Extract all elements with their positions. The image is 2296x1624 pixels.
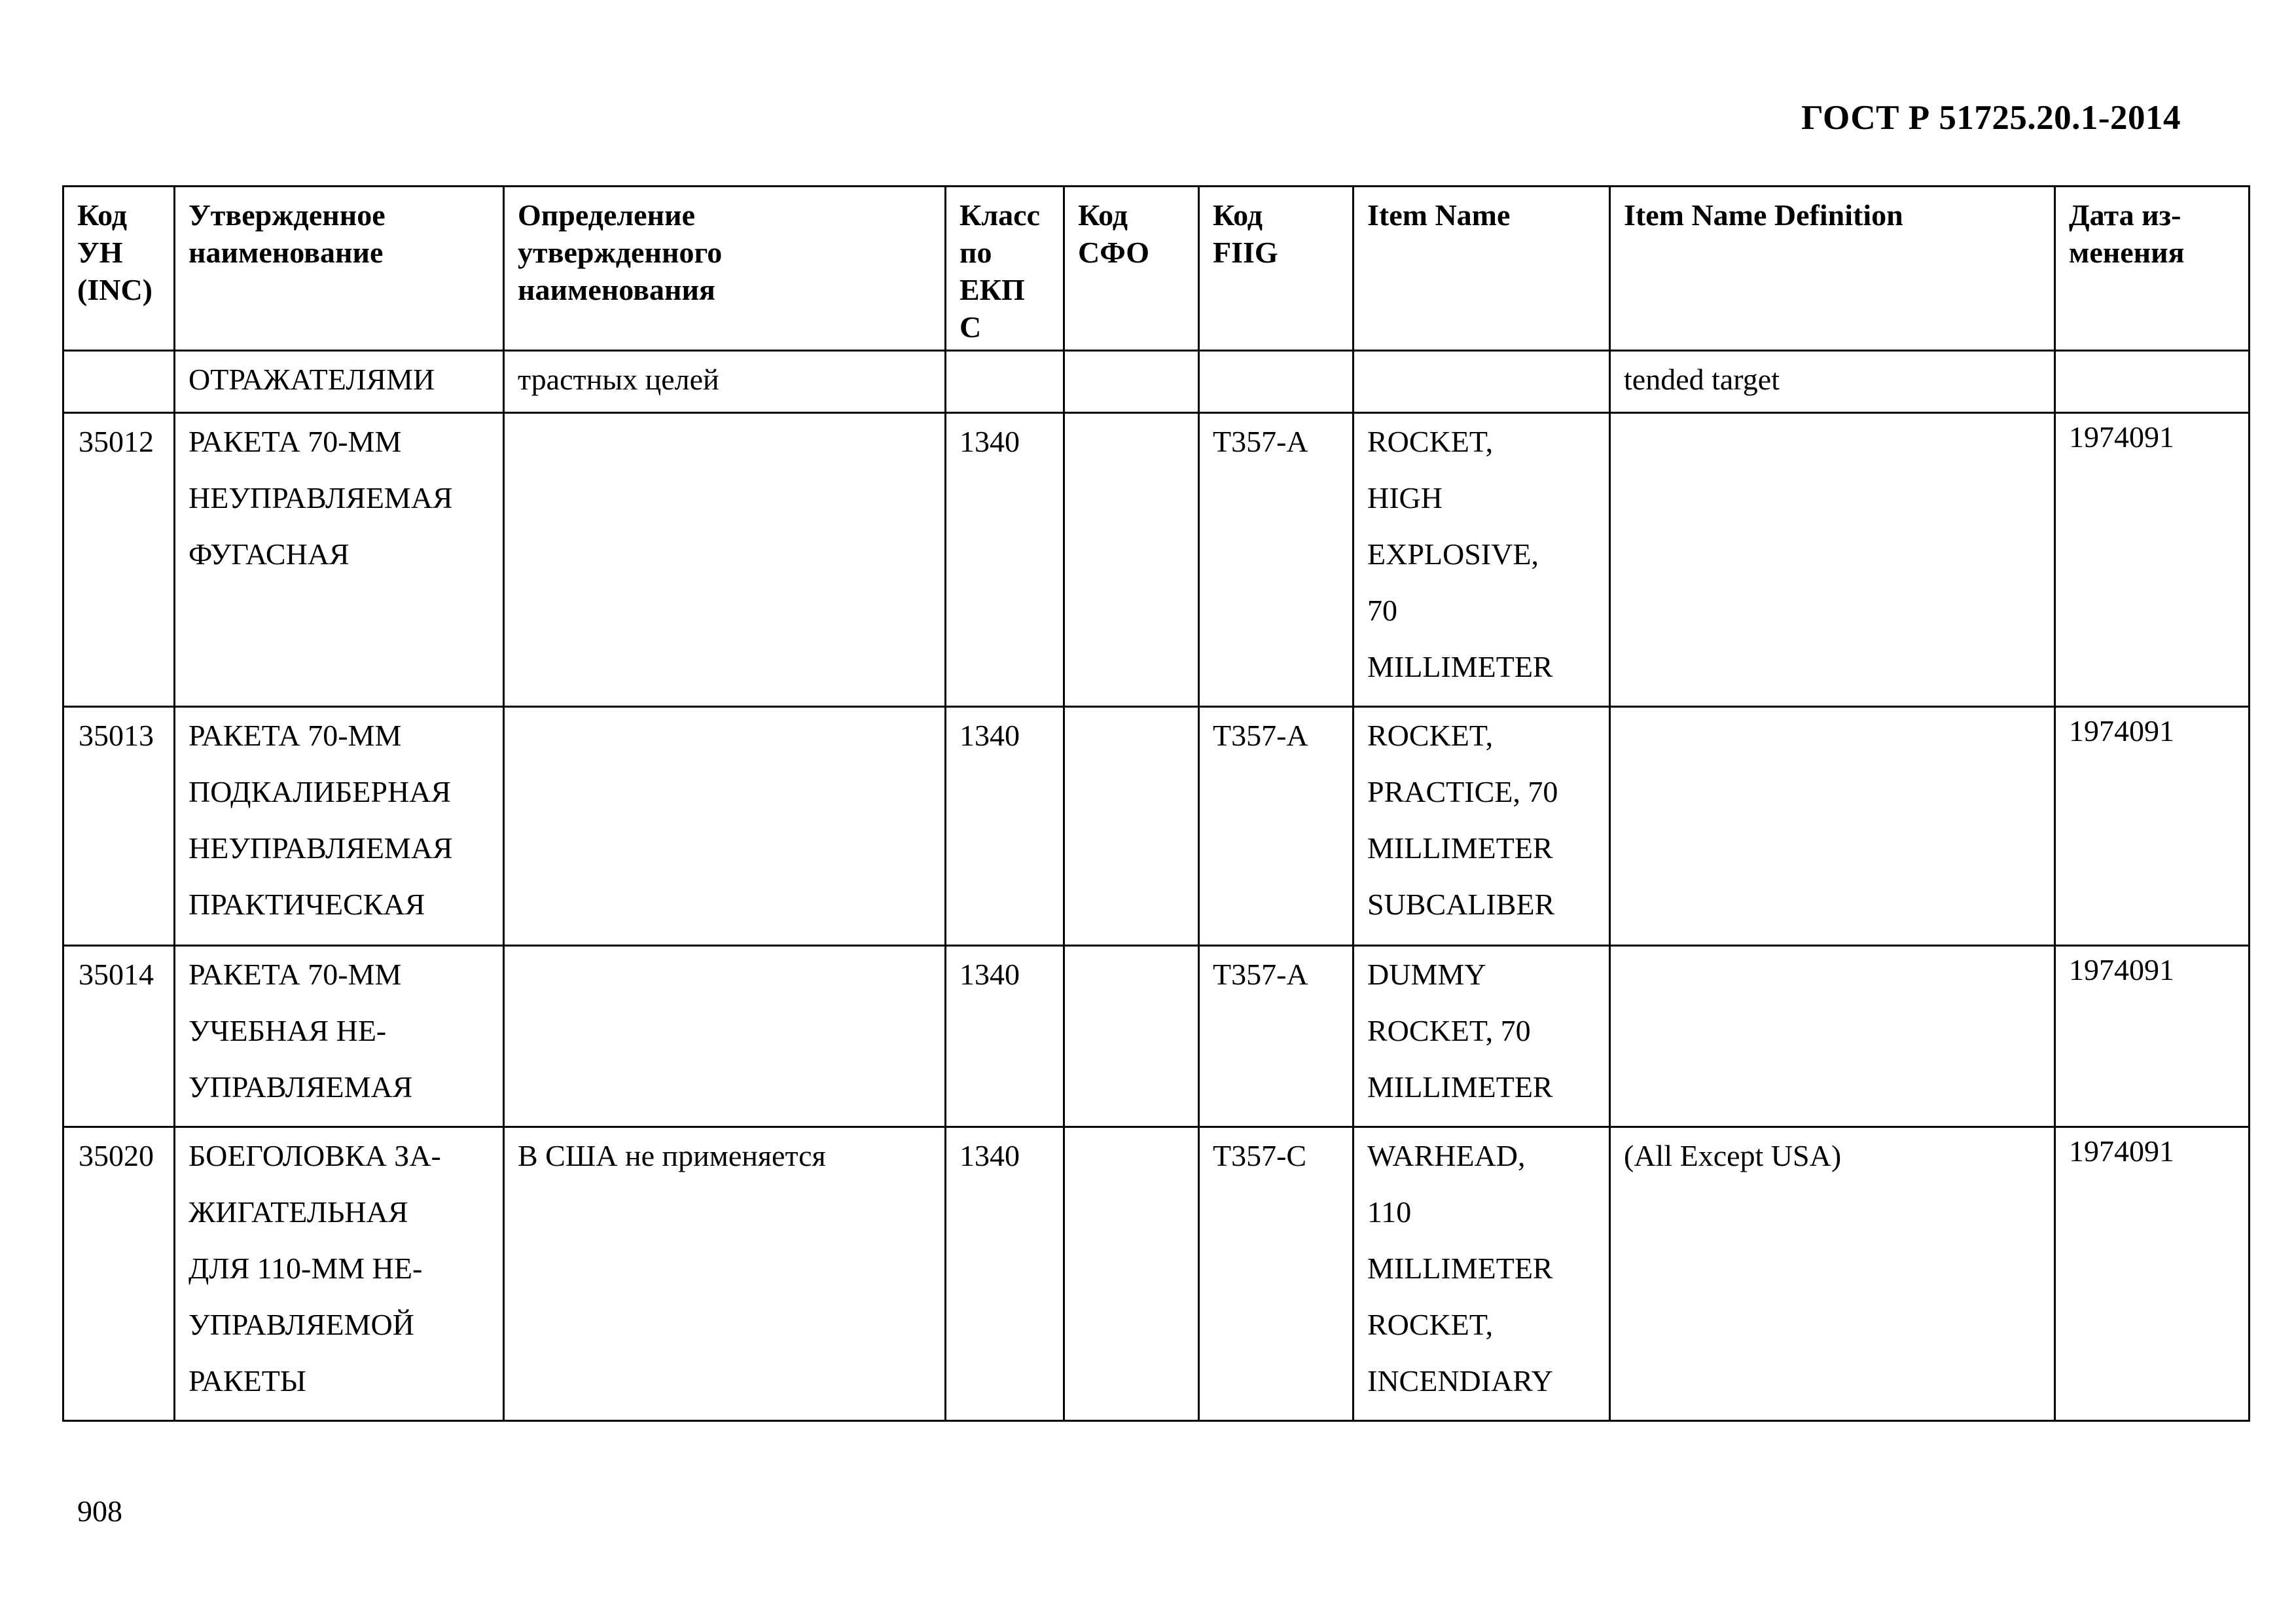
cell-class: 1340 (946, 413, 1064, 707)
cell-class: 1340 (946, 1127, 1064, 1421)
cell-sfo (1064, 707, 1199, 946)
cell-change-date: 1974091 (2055, 707, 2250, 946)
cell-change-date: 1974091 (2055, 946, 2250, 1127)
cell-inc: 35014 (63, 946, 175, 1127)
cell-item-name: ROCKET, PRACTICE, 70 MILLIMETER SUBCALIBER (1354, 707, 1610, 946)
cell-sfo (1064, 351, 1199, 413)
cell-approved-name: РАКЕТА 70-ММ УЧЕБНАЯ НЕ- УПРАВЛЯЕМАЯ (175, 946, 504, 1127)
cell-fiig: T357-C (1199, 1127, 1354, 1421)
cell-definition (504, 707, 946, 946)
cell-item-name (1354, 351, 1610, 413)
page-number: 908 (77, 1494, 122, 1528)
cell-fiig: T357-A (1199, 413, 1354, 707)
table-header-row (63, 187, 2250, 351)
cell-fiig: T357-A (1199, 946, 1354, 1127)
column-header-approved-name: Утвержденное наименование (175, 187, 504, 351)
column-header-class: Класс по ЕКП С (946, 187, 1064, 351)
table-row (63, 413, 2250, 707)
column-header-item-name-definition: Item Name Definition (1610, 187, 2055, 351)
cell-approved-name: БОЕГОЛОВКА ЗА- ЖИГАТЕЛЬНАЯ ДЛЯ 110-ММ НЕ- УПРАВЛЯЕМОЙ РАКЕТЫ (175, 1127, 504, 1421)
column-header-fiig: Код FIIG (1199, 187, 1354, 351)
cell-class: 1340 (946, 707, 1064, 946)
document-header-title: ГОСТ Р 51725.20.1-2014 (1801, 99, 2181, 137)
cell-inc: 35012 (63, 413, 175, 707)
column-header-definition: Определение утвержденного наименования (504, 187, 946, 351)
cell-inc: 35020 (63, 1127, 175, 1421)
column-header-sfo: Код СФО (1064, 187, 1199, 351)
cell-item-name: DUMMY ROCKET, 70 MILLIMETER (1354, 946, 1610, 1127)
cell-sfo (1064, 1127, 1199, 1421)
cell-sfo (1064, 946, 1199, 1127)
cell-item-name: ROCKET, HIGH EXPLOSIVE, 70 MILLIMETER (1354, 413, 1610, 707)
cell-approved-name: РАКЕТА 70-ММ ПОДКАЛИБЕРНАЯ НЕУПРАВЛЯЕМАЯ ПРАКТИЧЕСКАЯ (175, 707, 504, 946)
table-row (63, 707, 2250, 946)
column-header-change-date: Дата из- менения (2055, 187, 2250, 351)
table-row (63, 1127, 2250, 1421)
cell-item-name-definition (1610, 413, 2055, 707)
cell-change-date (2055, 351, 2250, 413)
cell-inc: 35013 (63, 707, 175, 946)
classification-table (62, 185, 2250, 1422)
cell-item-name: WARHEAD, 110 MILLIMETER ROCKET, INCENDIARY (1354, 1127, 1610, 1421)
cell-inc (63, 351, 175, 413)
cell-item-name-definition: (All Except USA) (1610, 1127, 2055, 1421)
cell-class: 1340 (946, 946, 1064, 1127)
cell-sfo (1064, 413, 1199, 707)
cell-change-date: 1974091 (2055, 1127, 2250, 1421)
column-header-item-name: Item Name (1354, 187, 1610, 351)
cell-class (946, 351, 1064, 413)
cell-approved-name: РАКЕТА 70-ММ НЕУПРАВЛЯЕМАЯ ФУГАСНАЯ (175, 413, 504, 707)
cell-fiig (1199, 351, 1354, 413)
cell-definition: трастных целей (504, 351, 946, 413)
cell-item-name-definition (1610, 946, 2055, 1127)
cell-definition (504, 946, 946, 1127)
cell-fiig: T357-A (1199, 707, 1354, 946)
cell-item-name-definition (1610, 707, 2055, 946)
cell-definition: В США не применяется (504, 1127, 946, 1421)
cell-item-name-definition: tended target (1610, 351, 2055, 413)
cell-definition (504, 413, 946, 707)
table-row (63, 946, 2250, 1127)
cell-change-date: 1974091 (2055, 413, 2250, 707)
table-row (63, 351, 2250, 413)
column-header-inc: Код УН (INC) (63, 187, 175, 351)
cell-approved-name: ОТРАЖАТЕЛЯМИ (175, 351, 504, 413)
